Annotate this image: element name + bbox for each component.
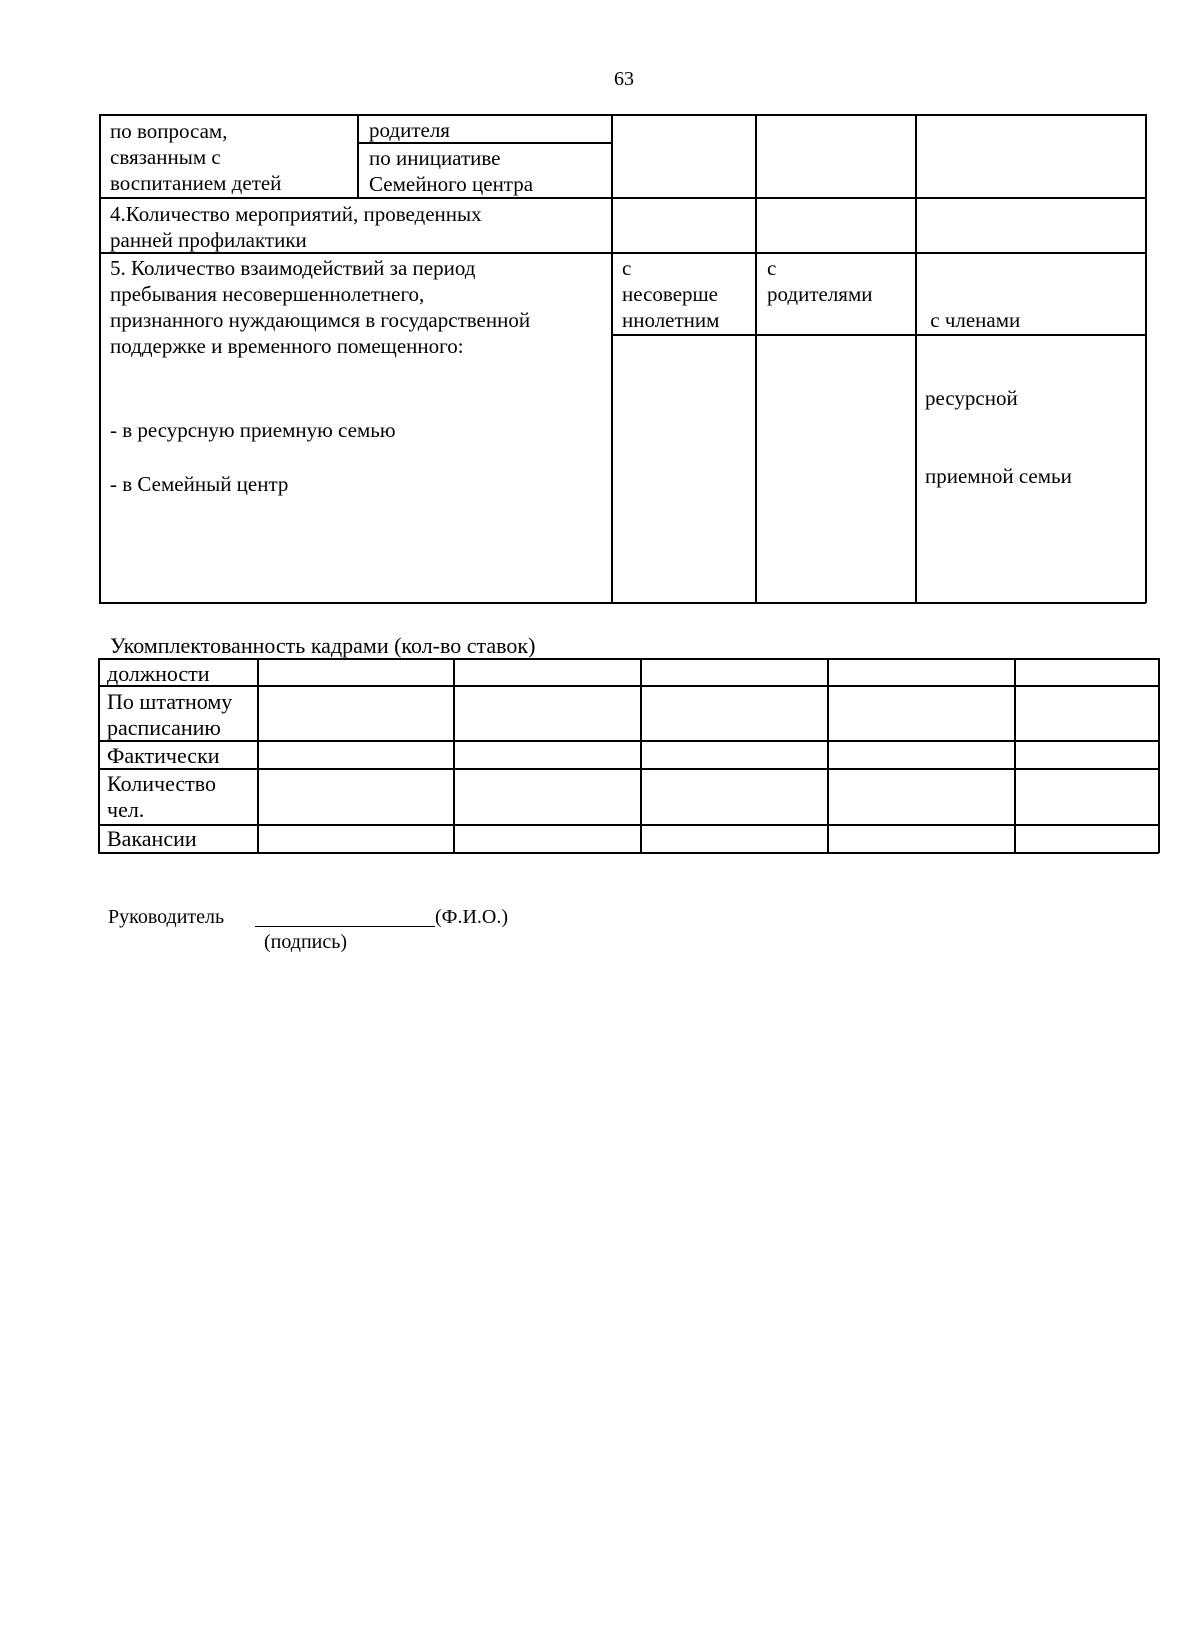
staffing-row-label-line: расписанию xyxy=(107,715,221,740)
row4-label-line: 4.Количество мероприятий, проведенных xyxy=(110,202,482,226)
col-header-line: ресурсной xyxy=(925,386,1018,410)
staffing-row-label-line: По штатному xyxy=(107,689,233,714)
center-initiative-line: Семейного центра xyxy=(369,172,534,196)
fio-label: (Ф.И.О.) xyxy=(435,906,509,928)
sign-caption: (подпись) xyxy=(264,931,348,953)
row5-label-line: пребывания несовершеннолетнего, xyxy=(110,282,425,306)
row5-item-center: - в Семейный центр xyxy=(110,472,289,496)
staffing-row-label: Вакансии xyxy=(107,826,197,851)
staffing-row-label xyxy=(107,771,216,823)
staffing-row-label-line: Количество xyxy=(107,771,217,796)
col-divider xyxy=(257,658,259,853)
row4-label-line: ранней профилактики xyxy=(110,228,307,252)
staffing-row-label: Фактически xyxy=(107,743,220,768)
col-divider xyxy=(640,658,642,853)
signature-line xyxy=(255,926,435,927)
topic-label-line: воспитанием детей xyxy=(110,171,282,195)
staffing-row-label xyxy=(107,689,232,741)
topic-label-line: по вопросам, xyxy=(110,119,228,143)
topic-label-line: связанным с xyxy=(110,145,221,169)
col-header-line: с членами xyxy=(925,308,1021,332)
center-initiative-line: по инициативе xyxy=(369,146,501,170)
col-header-line: приемной семьи xyxy=(925,464,1072,488)
col-header-line: родителями xyxy=(767,282,873,306)
col-header-line: с xyxy=(622,256,632,280)
parent-initiative-label: родителя xyxy=(369,118,450,142)
page-number: 63 xyxy=(614,68,634,90)
row5-label-line: 5. Количество взаимодействий за период xyxy=(110,256,476,280)
row5-label-line: признанного нуждающимся в государственной xyxy=(110,308,531,332)
col-header-line: несоверше xyxy=(622,282,719,306)
col-divider xyxy=(1014,658,1016,853)
row5-label-line: поддержке и временного помещенного: xyxy=(110,334,464,358)
staffing-row-label-line: чел. xyxy=(107,797,145,822)
staffing-title: Укомплектованность кадрами (кол-во ставок) xyxy=(110,633,536,658)
col-header-line: ннолетним xyxy=(622,308,720,332)
col-header-line: с xyxy=(767,256,777,280)
row5-item-resource: - в ресурсную приемную семью xyxy=(110,418,396,442)
staffing-row-label: должности xyxy=(107,661,210,686)
head-label: Руководитель xyxy=(108,906,225,928)
col-divider xyxy=(827,658,829,853)
col-divider xyxy=(453,658,455,853)
